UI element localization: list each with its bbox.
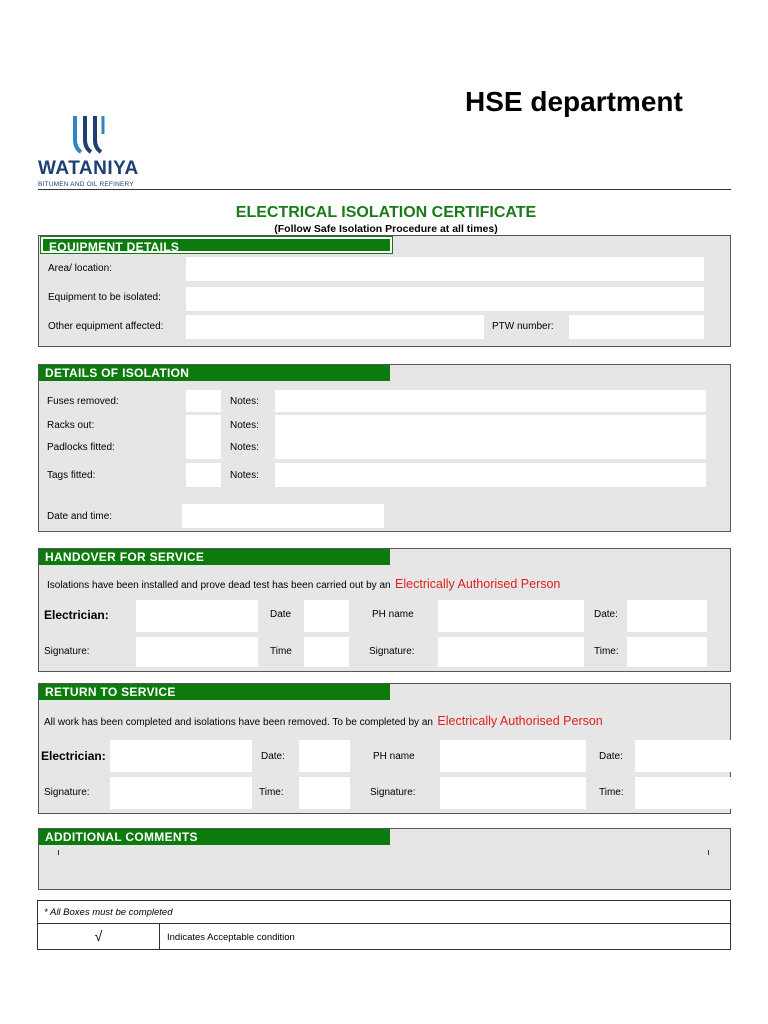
return-statement-row (44, 712, 603, 730)
return-electrician-label: Electrician: (41, 749, 106, 763)
return-signature2-label: Signature: (370, 787, 416, 798)
return-electrician-input[interactable] (110, 740, 252, 772)
handover-time2-label: Time: (594, 646, 619, 657)
handover-heading: HANDOVER FOR SERVICE (39, 549, 390, 565)
fuses-notes-input[interactable] (275, 390, 706, 412)
return-time-label: Time: (259, 787, 284, 798)
other-equipment-label: Other equipment affected: (48, 321, 164, 332)
details-of-isolation-heading: DETAILS OF ISOLATION (39, 365, 390, 381)
handover-electrician-label: Electrician: (44, 608, 109, 622)
return-time-input[interactable] (299, 777, 350, 809)
comment-left-tick (58, 850, 59, 855)
return-signature2-input[interactable] (440, 777, 586, 809)
logo-name: WATANIYA (38, 158, 139, 179)
return-date-label: Date: (261, 751, 285, 762)
racks-notes-label: Notes: (230, 420, 259, 431)
equipment-label: Equipment to be isolated: (48, 292, 161, 303)
handover-signature-label: Signature: (44, 646, 90, 657)
check-meaning: Indicates Acceptable condition (167, 932, 295, 943)
handover-ph-name-label: PH name (372, 609, 414, 620)
return-signature-input[interactable] (110, 777, 252, 809)
handover-time-label: Time (270, 646, 292, 657)
racks-padlocks-input[interactable] (186, 415, 221, 459)
return-to-service-section (38, 683, 731, 814)
handover-statement-row (47, 575, 560, 593)
area-label: Area/ location: (48, 263, 112, 274)
handover-date-input[interactable] (304, 600, 349, 632)
padlocks-notes-label: Notes: (230, 442, 259, 453)
return-date2-input[interactable] (635, 740, 731, 772)
comment-right-tick (708, 850, 709, 855)
handover-date2-label: Date: (594, 609, 618, 620)
handover-statement: Isolations have been installed and prove dead test has been carried out by an (47, 580, 391, 591)
return-signature-label: Signature: (44, 787, 90, 798)
handover-time2-input[interactable] (627, 637, 707, 667)
datetime-label: Date and time: (47, 511, 113, 522)
return-date-input[interactable] (299, 740, 350, 772)
handover-authorised: Electrically Authorised Person (395, 577, 561, 591)
form-subtitle: (Follow Safe Isolation Procedure at all times) (274, 223, 498, 235)
return-time2-input[interactable] (635, 777, 731, 809)
handover-date2-input[interactable] (627, 600, 707, 632)
handover-signature2-label: Signature: (369, 646, 415, 657)
header-divider (38, 189, 731, 190)
fuses-input[interactable] (186, 390, 221, 412)
tags-input[interactable] (186, 463, 221, 487)
form-title: ELECTRICAL ISOLATION CERTIFICATE (235, 204, 537, 221)
equipment-input[interactable] (186, 287, 704, 311)
additional-comments-section[interactable] (38, 828, 731, 890)
handover-section (38, 548, 731, 672)
department-title: HSE department (465, 86, 683, 117)
return-date2-label: Date: (599, 751, 623, 762)
fuses-label: Fuses removed: (47, 396, 119, 407)
handover-signature-input[interactable] (136, 637, 258, 667)
equipment-details-section (38, 235, 731, 347)
footer-legend-row (37, 923, 731, 950)
tags-notes-label: Notes: (230, 470, 259, 481)
return-ph-name-label: PH name (373, 751, 415, 762)
check-symbol: √ (94, 928, 103, 944)
padlocks-label: Padlocks fitted: (47, 442, 115, 453)
additional-comments-heading: ADDITIONAL COMMENTS (39, 829, 390, 845)
datetime-input[interactable] (182, 504, 384, 528)
ptw-input[interactable] (569, 315, 704, 339)
return-to-service-heading: RETURN TO SERVICE (39, 684, 390, 700)
return-authorised: Electrically Authorised Person (437, 714, 603, 728)
return-time2-label: Time: (599, 787, 624, 798)
handover-electrician-input[interactable] (136, 600, 258, 632)
return-ph-name-input[interactable] (440, 740, 586, 772)
tags-label: Tags fitted: (47, 470, 96, 481)
footer-legend-divider (159, 924, 160, 949)
handover-signature2-input[interactable] (438, 637, 584, 667)
ptw-label: PTW number: (492, 321, 554, 332)
footer-note-row (37, 900, 731, 924)
company-logo (38, 112, 148, 192)
footer-note: * All Boxes must be completed (44, 907, 173, 918)
details-of-isolation-section (38, 364, 731, 532)
handover-date-label: Date (270, 609, 292, 620)
racks-padlocks-notes-input[interactable] (275, 415, 706, 459)
logo-tagline: BITUMEN AND OIL REFINERY (38, 181, 134, 188)
handover-time-input[interactable] (304, 637, 349, 667)
fuses-notes-label: Notes: (230, 396, 259, 407)
wataniya-logo-mark (72, 112, 108, 156)
area-input[interactable] (186, 257, 704, 281)
tags-notes-input[interactable] (275, 463, 706, 487)
return-statement: All work has been completed and isolations have been removed. To be completed by an (44, 717, 433, 728)
equipment-details-heading: EQUIPMENT DETAILS (41, 237, 392, 253)
handover-ph-name-input[interactable] (438, 600, 584, 632)
racks-label: Racks out: (47, 420, 95, 431)
other-equipment-input[interactable] (186, 315, 484, 339)
